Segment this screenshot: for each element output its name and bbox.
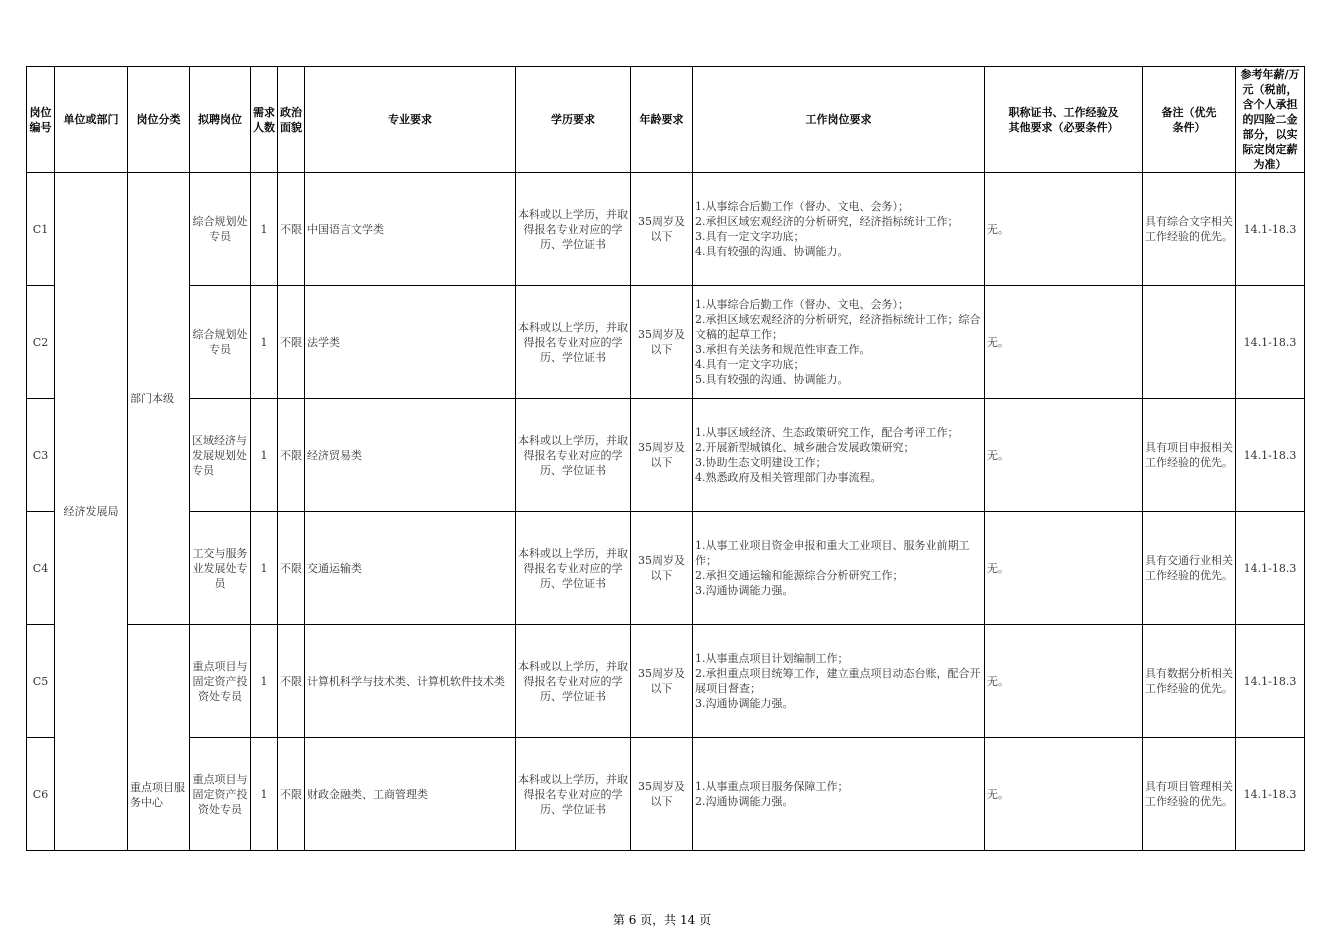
duty-line: 3.承担有关法务和规范性审查工作。 xyxy=(695,343,871,356)
table-row xyxy=(27,512,1305,625)
duty-line: 4.熟悉政府及相关管理部门办事流程。 xyxy=(695,471,882,484)
header-category: 岗位分类 xyxy=(128,67,190,173)
duty-line: 2.承担交通运输和能源综合分析研究工作； xyxy=(695,569,904,582)
cell-major: 财政金融类、工商管理类 xyxy=(305,738,516,851)
cell-duties xyxy=(693,286,985,399)
page-footer: 第 6 页，共 14 页 xyxy=(612,913,712,927)
duty-line: 5.具有较强的沟通、协调能力。 xyxy=(695,373,849,386)
cell-position: 重点项目与固定资产投资处专员 xyxy=(190,738,251,851)
table-row xyxy=(27,625,1305,738)
cell-qualification: 无。 xyxy=(985,286,1143,399)
header-row xyxy=(27,67,1305,173)
cell-major: 法学类 xyxy=(305,286,516,399)
duty-line: 2.承担区域宏观经济的分析研究，经济指标统计工作；综合文稿的起草工作； xyxy=(695,313,981,341)
table-row xyxy=(27,173,1305,286)
header-duties: 工作岗位要求 xyxy=(693,67,985,173)
cell-remark: 具有项目管理相关工作经验的优先。 xyxy=(1143,738,1236,851)
duty-line: 1.从事区域经济、生态政策研究工作，配合考评工作； xyxy=(695,426,959,439)
header-qualification: 职称证书、工作经验及其他要求（必要条件） xyxy=(985,67,1143,173)
cell-code: C4 xyxy=(27,512,55,625)
cell-count: 1 xyxy=(251,512,278,625)
cell-position: 重点项目与固定资产投资处专员 xyxy=(190,625,251,738)
cell-political: 不限 xyxy=(278,512,305,625)
cell-salary: 14.1-18.3 xyxy=(1236,399,1305,512)
duty-line: 2.承担区域宏观经济的分析研究，经济指标统计工作； xyxy=(695,215,959,228)
cell-duties xyxy=(693,738,985,851)
cell-salary: 14.1-18.3 xyxy=(1236,173,1305,286)
cell-count: 1 xyxy=(251,625,278,738)
cell-remark: 具有项目申报相关工作经验的优先。 xyxy=(1143,399,1236,512)
cell-age: 35周岁及以下 xyxy=(631,738,693,851)
cell-category-2: 重点项目服务中心 xyxy=(128,625,190,851)
cell-political: 不限 xyxy=(278,173,305,286)
cell-code: C1 xyxy=(27,173,55,286)
cell-age: 35周岁及以下 xyxy=(631,399,693,512)
cell-age: 35周岁及以下 xyxy=(631,173,693,286)
cell-remark: 具有综合文字相关工作经验的优先。 xyxy=(1143,173,1236,286)
cell-salary: 14.1-18.3 xyxy=(1236,512,1305,625)
cell-duties xyxy=(693,399,985,512)
duty-line: 2.承担重点项目统筹工作，建立重点项目动态台账，配合开展项目督查； xyxy=(695,667,981,695)
cell-political: 不限 xyxy=(278,625,305,738)
cell-duties xyxy=(693,173,985,286)
duty-line: 3.协助生态文明建设工作； xyxy=(695,456,827,469)
duty-line: 4.具有较强的沟通、协调能力。 xyxy=(695,245,849,258)
header-political: 政治面貌 xyxy=(278,67,305,173)
cell-position: 区域经济与发展规划处专员 xyxy=(190,399,251,512)
cell-qualification: 无。 xyxy=(985,512,1143,625)
cell-position: 综合规划处专员 xyxy=(190,173,251,286)
cell-salary: 14.1-18.3 xyxy=(1236,625,1305,738)
cell-political: 不限 xyxy=(278,738,305,851)
cell-remark xyxy=(1143,286,1236,399)
header-unit: 单位或部门 xyxy=(55,67,128,173)
cell-political: 不限 xyxy=(278,399,305,512)
cell-major: 中国语言文学类 xyxy=(305,173,516,286)
cell-duties xyxy=(693,512,985,625)
cell-qualification: 无。 xyxy=(985,399,1143,512)
recruitment-table xyxy=(26,66,1305,851)
cell-code: C5 xyxy=(27,625,55,738)
header-age: 年龄要求 xyxy=(631,67,693,173)
header-salary: 参考年薪/万元（税前，含个人承担的四险二金部分，以实际定岗定薪为准） xyxy=(1236,67,1305,173)
cell-remark: 具有数据分析相关工作经验的优先。 xyxy=(1143,625,1236,738)
cell-age: 35周岁及以下 xyxy=(631,286,693,399)
cell-count: 1 xyxy=(251,738,278,851)
cell-position: 工交与服务业发展处专员 xyxy=(190,512,251,625)
cell-salary: 14.1-18.3 xyxy=(1236,286,1305,399)
duty-line: 3.具有一定文字功底； xyxy=(695,230,805,243)
cell-count: 1 xyxy=(251,173,278,286)
header-position: 拟聘岗位 xyxy=(190,67,251,173)
cell-education: 本科或以上学历，并取得报名专业对应的学历、学位证书 xyxy=(516,738,631,851)
duty-line: 1.从事重点项目计划编制工作； xyxy=(695,652,849,665)
cell-major: 经济贸易类 xyxy=(305,399,516,512)
table-row xyxy=(27,399,1305,512)
cell-unit-name: 经济发展局 xyxy=(55,173,128,851)
cell-count: 1 xyxy=(251,399,278,512)
duty-line: 1.从事重点项目服务保障工作； xyxy=(695,780,849,793)
duty-line: 4.具有一定文字功底； xyxy=(695,358,805,371)
cell-qualification: 无。 xyxy=(985,625,1143,738)
header-education: 学历要求 xyxy=(516,67,631,173)
cell-education: 本科或以上学历，并取得报名专业对应的学历、学位证书 xyxy=(516,512,631,625)
header-count: 需求人数 xyxy=(251,67,278,173)
cell-education: 本科或以上学历，并取得报名专业对应的学历、学位证书 xyxy=(516,625,631,738)
cell-code: C3 xyxy=(27,399,55,512)
cell-category-1: 部门本级 xyxy=(128,173,190,625)
cell-code: C6 xyxy=(27,738,55,851)
cell-education: 本科或以上学历，并取得报名专业对应的学历、学位证书 xyxy=(516,173,631,286)
table-row xyxy=(27,286,1305,399)
header-remark: 备注（优先条件） xyxy=(1143,67,1236,173)
duty-line: 1.从事工业项目资金申报和重大工业项目、服务业前期工作； xyxy=(695,539,970,567)
header-code: 岗位编号 xyxy=(27,67,55,173)
cell-major: 交通运输类 xyxy=(305,512,516,625)
duty-line: 3.沟通协调能力强。 xyxy=(695,697,794,710)
cell-duties xyxy=(693,625,985,738)
cell-education: 本科或以上学历，并取得报名专业对应的学历、学位证书 xyxy=(516,399,631,512)
duty-line: 1.从事综合后勤工作（督办、文电、会务）； xyxy=(695,298,909,311)
cell-education: 本科或以上学历，并取得报名专业对应的学历、学位证书 xyxy=(516,286,631,399)
duty-line: 3.沟通协调能力强。 xyxy=(695,584,794,597)
cell-code: C2 xyxy=(27,286,55,399)
cell-qualification: 无。 xyxy=(985,173,1143,286)
cell-qualification: 无。 xyxy=(985,738,1143,851)
duty-line: 2.沟通协调能力强。 xyxy=(695,795,794,808)
header-major: 专业要求 xyxy=(305,67,516,173)
table-row xyxy=(27,738,1305,851)
cell-count: 1 xyxy=(251,286,278,399)
cell-remark: 具有交通行业相关工作经验的优先。 xyxy=(1143,512,1236,625)
cell-age: 35周岁及以下 xyxy=(631,512,693,625)
duty-line: 2.开展新型城镇化、城乡融合发展政策研究； xyxy=(695,441,915,454)
duty-line: 1.从事综合后勤工作（督办、文电、会务）； xyxy=(695,200,909,213)
cell-major: 计算机科学与技术类、计算机软件技术类 xyxy=(305,625,516,738)
cell-age: 35周岁及以下 xyxy=(631,625,693,738)
cell-political: 不限 xyxy=(278,286,305,399)
cell-position: 综合规划处专员 xyxy=(190,286,251,399)
cell-salary: 14.1-18.3 xyxy=(1236,738,1305,851)
